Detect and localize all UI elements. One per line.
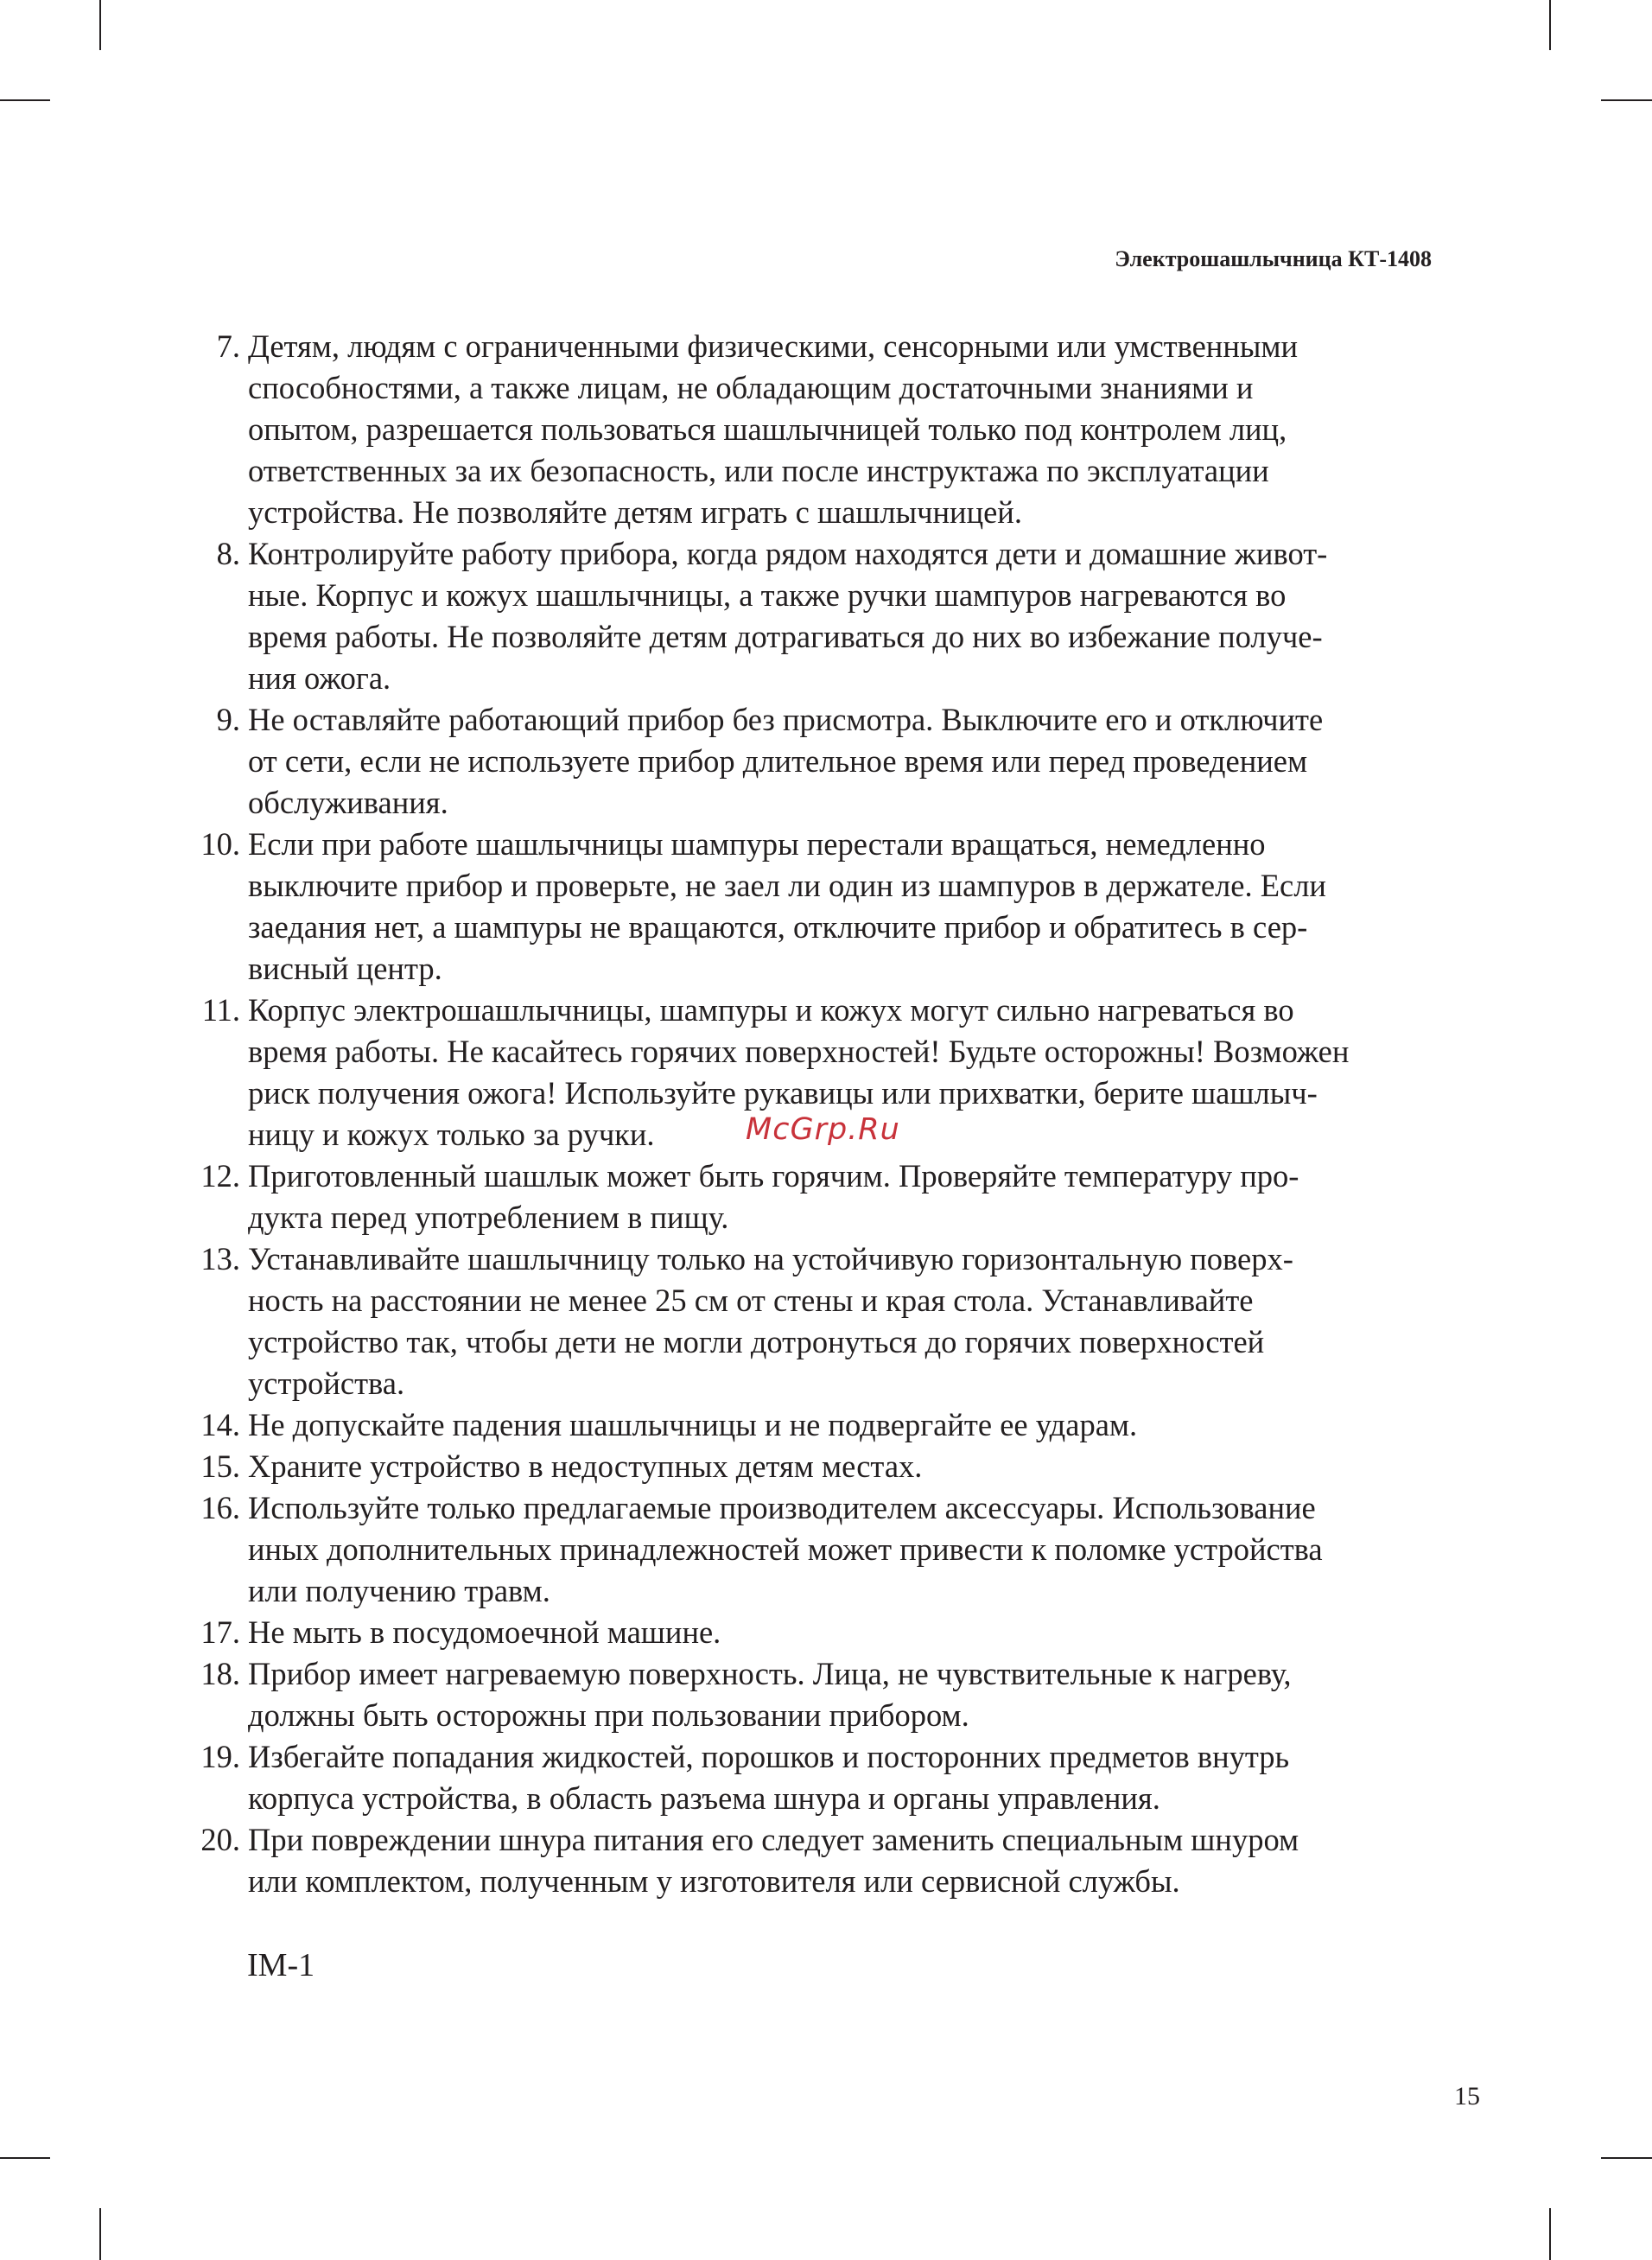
item-text-line: Используйте только предлагаемые производителем аксессуары. Использование <box>248 1490 1316 1525</box>
item-number: 7. <box>216 328 240 364</box>
list-item <box>190 1612 1443 1653</box>
item-text-line: ность на расстоянии не менее 25 см от стены и края стола. Устанавливайте <box>248 1283 1254 1318</box>
crop-mark-top-right-horizontal <box>1601 99 1652 101</box>
crop-mark-top-left-horizontal <box>0 99 50 101</box>
running-header: Электрошашлычница КТ-1408 <box>1115 246 1432 271</box>
item-text-line: дукта перед употреблением в пищу. <box>248 1200 729 1235</box>
item-text-line: иных дополнительных принадлежностей может привести к поломке устройства <box>248 1531 1323 1567</box>
item-text-line: время работы. Не касайтесь горячих поверхностей! Будьте осторожны! Возможен <box>248 1034 1350 1069</box>
item-text-line: корпуса устройства, в область разъема шнура и органы управления. <box>248 1780 1160 1816</box>
item-number: 15. <box>200 1448 240 1484</box>
item-text <box>248 1653 1443 1736</box>
item-text <box>248 326 1443 533</box>
crop-mark-bottom-left <box>99 2208 101 2260</box>
item-text-line: Храните устройство в недоступных детям местах. <box>248 1448 923 1484</box>
item-text-line: Прибор имеет нагреваемую поверхность. Лица, не чувствительные к нагреву, <box>248 1656 1292 1691</box>
item-text <box>248 1446 1443 1487</box>
crop-mark-top-right <box>1549 0 1551 50</box>
watermark-link[interactable]: McGrp.Ru <box>746 1112 900 1147</box>
item-text-line: Устанавливайте шашлычницу только на устойчивую горизонтальную поверх- <box>248 1241 1293 1276</box>
item-text-line: Не мыть в посудомоечной машине. <box>248 1614 721 1650</box>
item-text-line: ницу и кожух только за ручки. <box>248 1117 655 1152</box>
item-number: 19. <box>200 1739 240 1774</box>
item-number: 12. <box>200 1158 240 1194</box>
item-number: 14. <box>200 1407 240 1442</box>
item-text <box>248 1612 1443 1653</box>
item-text <box>248 1736 1443 1819</box>
item-text-line: висный центр. <box>248 951 442 986</box>
item-text-line: ответственных за их безопасность, или после инструктажа по эксплуатации <box>248 453 1269 488</box>
item-text-line: Не оставляйте работающий прибор без присмотра. Выключите его и отключите <box>248 702 1324 737</box>
list-item <box>190 824 1443 990</box>
item-text <box>248 1404 1443 1446</box>
list-item <box>190 1238 1443 1404</box>
item-text-line: ные. Корпус и кожух шашлычницы, а также ручки шампуров нагреваются во <box>248 577 1287 613</box>
crop-mark-bottom-right-horizontal <box>1601 2157 1652 2159</box>
item-text-line: устройства. Не позволяйте детям играть с шашлычницей. <box>248 494 1022 530</box>
crop-mark-bottom-left-horizontal <box>0 2157 50 2159</box>
item-number: 9. <box>216 702 240 737</box>
item-text-line: от сети, если не используете прибор длительное время или перед проведением <box>248 743 1308 779</box>
item-text-line: Избегайте попадания жидкостей, порошков и посторонних предметов внутрь <box>248 1739 1290 1774</box>
item-text-line: или получению травм. <box>248 1573 550 1608</box>
item-text-line: ния ожога. <box>248 660 391 696</box>
item-text-line: Приготовленный шашлык может быть горячим. Проверяйте температуру про- <box>248 1158 1299 1194</box>
item-text <box>248 1238 1443 1404</box>
item-number: 13. <box>200 1241 240 1276</box>
item-text <box>248 1155 1443 1238</box>
item-text-line: устройства. <box>248 1366 405 1401</box>
item-number: 16. <box>200 1490 240 1525</box>
item-number: 11. <box>201 992 240 1028</box>
item-text-line: время работы. Не позволяйте детям дотрагиваться до них во избежание получе- <box>248 619 1323 654</box>
item-text-line: или комплектом, полученным у изготовителя или сервисной службы. <box>248 1863 1180 1899</box>
item-text-line: Детям, людям с ограниченными физическими, сенсорными или умственными <box>248 328 1299 364</box>
item-text-line: При повреждении шнура питания его следует заменить специальным шнуром <box>248 1822 1299 1857</box>
item-text-line: обслуживания. <box>248 785 448 820</box>
item-text-line: устройство так, чтобы дети не могли дотронуться до горячих поверхностей <box>248 1324 1265 1359</box>
page-number: 15 <box>1454 2082 1480 2110</box>
item-text-line: должны быть осторожны при пользовании прибором. <box>248 1697 969 1733</box>
item-number: 8. <box>216 536 240 571</box>
list-item <box>190 533 1443 699</box>
item-number: 20. <box>200 1822 240 1857</box>
item-text <box>248 1487 1443 1612</box>
item-text <box>248 533 1443 699</box>
list-item <box>190 1819 1443 1902</box>
item-text-line: риск получения ожога! Используйте рукавицы или прихватки, берите шашлыч- <box>248 1075 1318 1111</box>
item-number: 18. <box>200 1656 240 1691</box>
item-text <box>248 699 1443 824</box>
item-text-line: Если при работе шашлычницы шампуры перестали вращаться, немедленно <box>248 826 1266 862</box>
list-item <box>190 1487 1443 1612</box>
item-text <box>248 1819 1443 1902</box>
list-item <box>190 1155 1443 1238</box>
list-item <box>190 699 1443 824</box>
item-text-line: выключите прибор и проверьте, не заел ли один из шампуров в держателе. Если <box>248 868 1326 903</box>
list-item <box>190 326 1443 533</box>
item-text-line: опытом, разрешается пользоваться шашлычницей только под контролем лиц, <box>248 411 1287 447</box>
document-code: IM-1 <box>247 1947 315 1983</box>
item-text-line: заедания нет, а шампуры не вращаются, отключите прибор и обратитесь в сер- <box>248 909 1308 945</box>
item-text-line: Не допускайте падения шашлычницы и не подвергайте ее ударам. <box>248 1407 1138 1442</box>
item-text-line: Корпус электрошашлычницы, шампуры и кожух могут сильно нагреваться во <box>248 992 1294 1028</box>
list-item <box>190 1446 1443 1487</box>
crop-mark-top-left <box>99 0 101 50</box>
item-number: 17. <box>200 1614 240 1650</box>
list-item <box>190 1736 1443 1819</box>
item-text <box>248 824 1443 990</box>
item-text-line: Контролируйте работу прибора, когда рядом находятся дети и домашние живот- <box>248 536 1328 571</box>
item-text-line: способностями, а также лицам, не обладающим достаточными знаниями и <box>248 370 1254 405</box>
item-number: 10. <box>200 826 240 862</box>
crop-mark-bottom-right <box>1549 2208 1551 2260</box>
list-item <box>190 1653 1443 1736</box>
list-item <box>190 1404 1443 1446</box>
